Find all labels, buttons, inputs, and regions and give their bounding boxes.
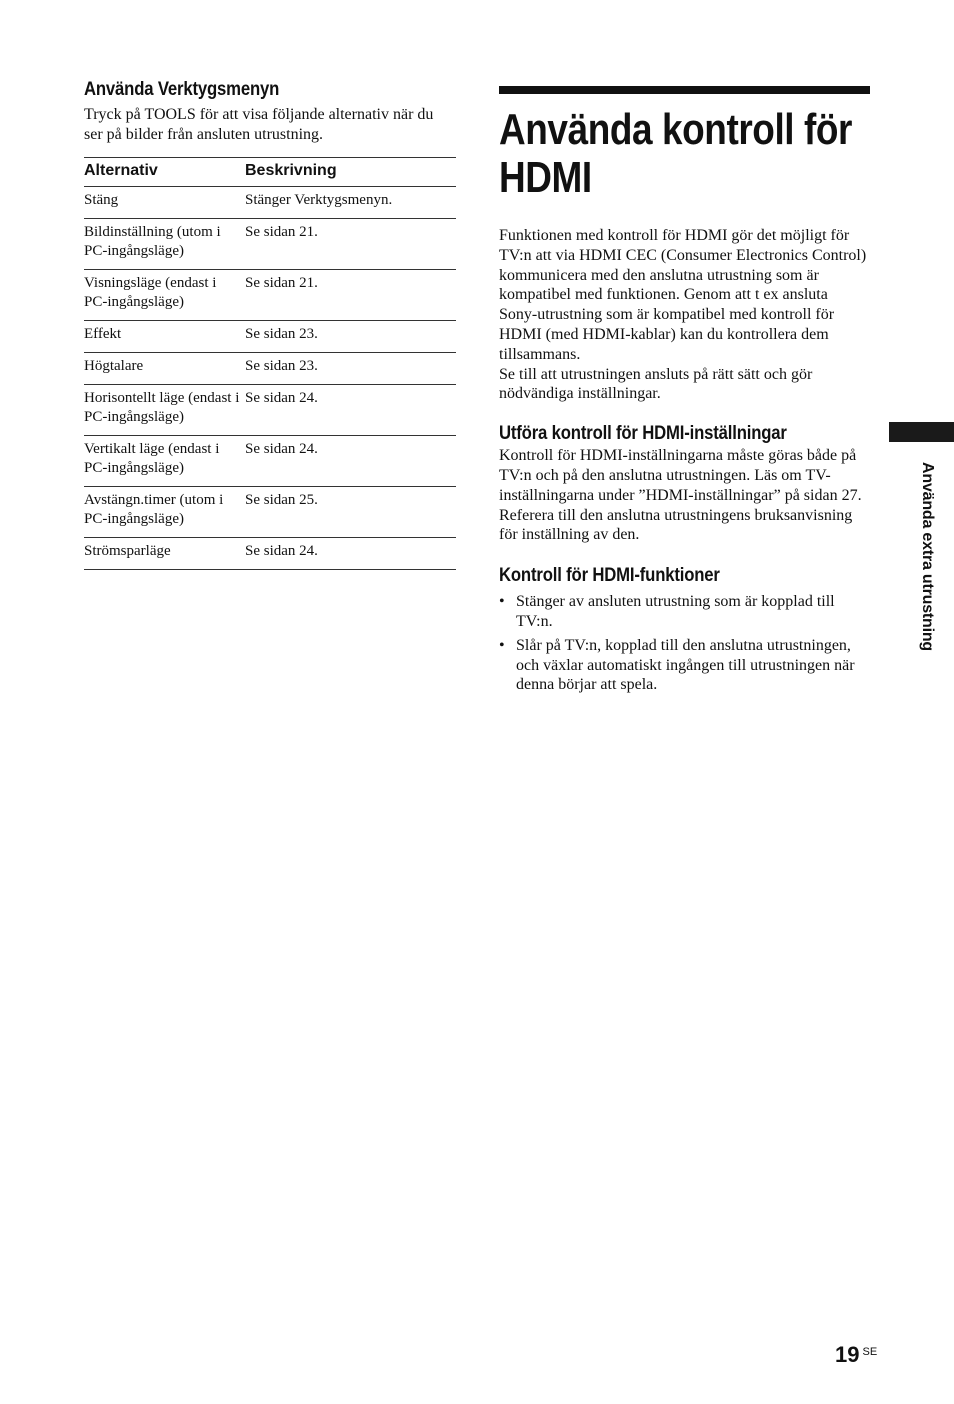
option-cell: Horisontellt läge (endast i PC-ingångsläge) — [84, 384, 245, 435]
option-cell: Visningsläge (endast i PC-ingångsläge) — [84, 269, 245, 320]
table-row — [84, 537, 456, 569]
hdmi-intro-paragraph-1: Funktionen med kontroll för HDMI gör det möjligt för TV:n att via HDMI CEC (Consumer Electronics Control) kommunicera med den anslutna utrustning som är kompatibel med funktionen. Genom att t ex ansluta Sony-utrustning som är kompatibel med kontroll för HDMI (med HDMI-kablar) kan du kontrollera dem tillsammans. — [499, 227, 867, 363]
section-tab-label: Använda extra utrustning — [919, 462, 936, 652]
description-cell: Se sidan 25. — [245, 486, 456, 537]
description-cell: Se sidan 24. — [245, 384, 456, 435]
option-cell: Strömsparläge — [84, 542, 171, 559]
list-item — [499, 636, 870, 695]
title-rule — [499, 86, 870, 94]
description-cell: Se sidan 21. — [245, 269, 456, 320]
page-number — [835, 1342, 877, 1368]
page-number-value: 19 — [835, 1342, 860, 1367]
page-title — [499, 106, 869, 202]
option-cell: Högtalare — [84, 352, 245, 384]
description-cell: Se sidan 23. — [245, 352, 456, 384]
description-cell: Stänger Verktygsmenyn. — [245, 186, 456, 218]
description-cell: Se sidan 24. — [245, 542, 318, 559]
options-table — [84, 157, 456, 570]
table-row — [84, 186, 456, 218]
table-row — [84, 320, 456, 352]
table-row — [84, 269, 456, 320]
option-cell: Effekt — [84, 320, 245, 352]
description-cell: Se sidan 21. — [245, 218, 456, 269]
bullet-icon: • — [499, 636, 505, 654]
hdmi-intro — [499, 226, 870, 404]
section-tab-marker — [889, 422, 954, 442]
description-cell: Se sidan 23. — [245, 320, 456, 352]
list-item-text: Stänger av ansluten utrustning som är kopplad till TV:n. — [516, 593, 835, 630]
column-header-description: Beskrivning — [245, 157, 456, 186]
tools-menu-intro: Tryck på TOOLS för att visa följande alternativ när du ser på bilder från ansluten utrustning. — [84, 106, 434, 143]
table-row — [84, 352, 456, 384]
hdmi-functions-heading: Kontroll för HDMI-funktioner — [499, 565, 720, 587]
table-row — [84, 435, 456, 486]
list-item-text: Slår på TV:n, kopplad till den anslutna utrustningen, och växlar automatiskt ingången till utrustningen när denna börjar att spela. — [516, 636, 855, 694]
right-column — [499, 86, 870, 699]
table-row — [84, 218, 456, 269]
page-region-code: SE — [862, 1346, 878, 1358]
option-cell: Bildinställning (utom i PC-ingångsläge) — [84, 218, 245, 269]
option-cell: Stäng — [84, 186, 245, 218]
left-column — [84, 78, 456, 570]
page-title-line-1: Använda kontroll för — [499, 105, 853, 154]
bullet-icon: • — [499, 593, 505, 611]
description-cell: Se sidan 24. — [245, 435, 456, 486]
hdmi-functions-list — [499, 592, 870, 695]
hdmi-settings-heading: Utföra kontroll för HDMI-inställningar — [499, 423, 787, 445]
tools-menu-heading: Använda Verktygsmenyn — [84, 79, 280, 100]
table-row — [84, 486, 456, 537]
page-title-line-2: HDMI — [499, 153, 592, 202]
list-item — [499, 592, 870, 632]
table-row — [84, 384, 456, 435]
option-cell: Avstängn.timer (utom i PC-ingångsläge) — [84, 486, 245, 537]
hdmi-intro-paragraph-2: Se till att utrustningen ansluts på rätt sätt och gör nödvändiga inställningar. — [499, 365, 813, 403]
hdmi-settings-text: Kontroll för HDMI-inställningarna måste göras både på TV:n och på den anslutna utrustningen. Läs om TV-inställningarna under ”HDMI-inställningar” på sidan 27. Referera till den anslutna utrustningens bruksanvisning för inställning av den. — [499, 447, 862, 544]
option-cell: Vertikalt läge (endast i PC-ingångsläge) — [84, 435, 245, 486]
table-header-row — [84, 157, 456, 186]
column-header-option: Alternativ — [84, 157, 245, 186]
